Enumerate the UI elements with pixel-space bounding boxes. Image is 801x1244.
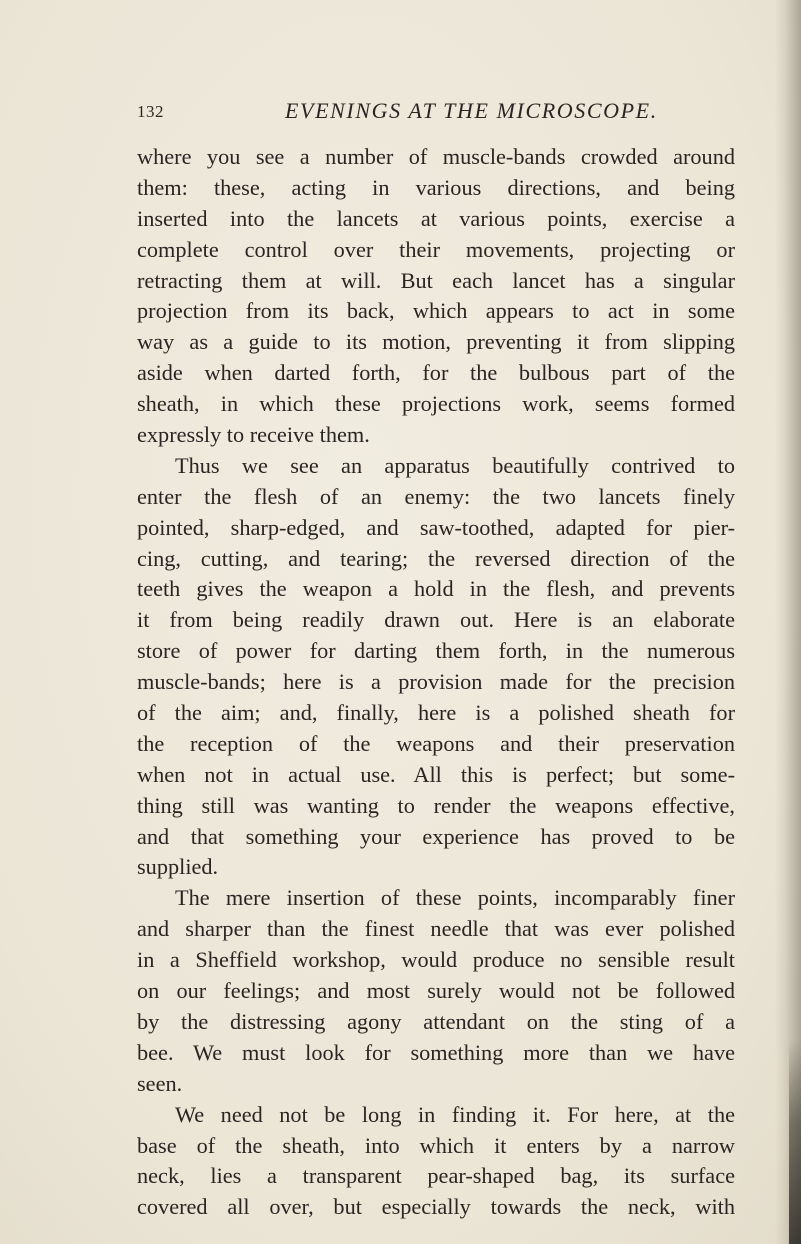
page-edge-dark: [789, 1040, 801, 1244]
text-line: pointed, sharp-edged, and saw-toothed, adapted for pier-: [137, 514, 735, 540]
text-line: supplied.: [137, 854, 219, 880]
text-line: and sharper than the finest needle that was ever polished: [137, 916, 735, 942]
text-line: thing still was wanting to render the weapons effective,: [137, 792, 735, 818]
paragraph-first-line: The mere insertion of these points, incomparably finer: [175, 885, 735, 911]
text-line: complete control over their movements, projecting or: [137, 236, 735, 262]
text-line: base of the sheath, into which it enters by a narrow: [137, 1132, 735, 1158]
text-line: sheath, in which these projections work, seems formed: [137, 391, 735, 417]
text-line: store of power for darting them forth, in the numerous: [137, 638, 735, 664]
text-line: muscle-bands; here is a provision made for the precision: [137, 669, 735, 695]
paragraph-first-line: We need not be long in finding it. For here, at the: [175, 1101, 735, 1127]
text-line: by the distressing agony attendant on the sting of a: [137, 1008, 735, 1034]
text-line: projection from its back, which appears to act in some: [137, 298, 735, 324]
text-line: in a Sheffield workshop, would produce no sensible result: [137, 947, 735, 973]
page-header: [137, 92, 737, 132]
text-line: cing, cutting, and tearing; the reversed direction of the: [137, 545, 735, 571]
text-line: bee. We must look for something more than we have: [137, 1039, 735, 1065]
text-line: and that something your experience has proved to be: [137, 823, 735, 849]
text-line: neck, lies a transparent pear-shaped bag, its surface: [137, 1163, 735, 1189]
text-line: enter the flesh of an enemy: the two lancets finely: [137, 483, 735, 509]
text-line: aside when darted forth, for the bulbous part of the: [137, 360, 735, 386]
text-line: inserted into the lancets at various points, exercise a: [137, 205, 735, 231]
text-line: expressly to receive them.: [137, 422, 370, 448]
text-line: the reception of the weapons and their preservation: [137, 730, 735, 756]
paragraph-first-line: Thus we see an apparatus beautifully contrived to: [175, 452, 735, 478]
text-line: on our feelings; and most surely would not be followed: [137, 978, 735, 1004]
text-line: retracting them at will. But each lancet has a singular: [137, 267, 735, 293]
text-line: teeth gives the weapon a hold in the flesh, and prevents: [137, 576, 735, 602]
text-line: way as a guide to its motion, preventing it from slipping: [137, 329, 735, 355]
running-head: EVENINGS AT THE MICROSCOPE.: [285, 98, 658, 123]
text-line: them: these, acting in various directions, and being: [137, 174, 735, 200]
text-line: it from being readily drawn out. Here is an elaborate: [137, 607, 735, 633]
text-line: of the aim; and, finally, here is a polished sheath for: [137, 700, 735, 726]
page-number: 132: [137, 102, 164, 121]
text-line: when not in actual use. All this is perfect; but some-: [137, 761, 735, 787]
text-line: covered all over, but especially towards the neck, with: [137, 1194, 735, 1220]
text-line: where you see a number of muscle-bands crowded around: [137, 144, 735, 169]
body-text: [137, 142, 735, 1223]
text-line: seen.: [137, 1070, 183, 1096]
